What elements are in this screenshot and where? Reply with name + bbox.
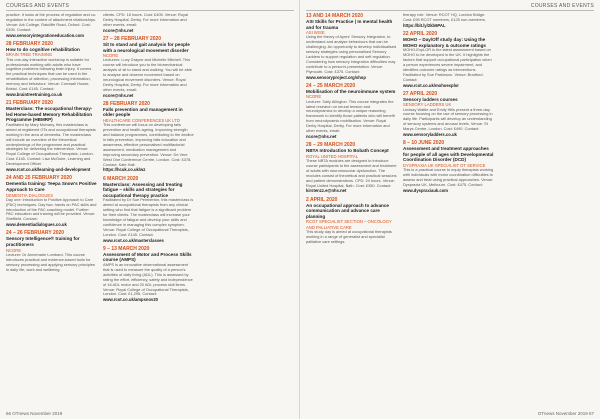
event-date: 9 – 13 MARCH 2020 xyxy=(103,245,150,252)
event-listing xyxy=(103,36,194,98)
event-description: Lecturer: Sally Allington. This course integrates the latest research on neural tension and neurodynamics to develop a unique reasoning framework to identify those patients who will benefit from neurodynamic mobilisation. Venue: Royal Derby Hospital, Derby. For more information and other events, email: xyxy=(306,98,395,134)
event-date: 27 APRIL 2020 xyxy=(403,90,438,97)
event-link[interactable]: www.rcot.co.uk/learning-and-development xyxy=(6,167,91,173)
event-title: How to do cognitive rehabilitation xyxy=(6,46,80,52)
event-listing xyxy=(403,91,494,138)
column-3 xyxy=(306,13,397,403)
event-link[interactable]: www.dyspraxiauk.com xyxy=(403,187,448,193)
event-organiser: ROYAL UNITED HOSPITAL xyxy=(306,153,359,159)
event-description: Lecturer: Dr Annemarie Lombard. This course introduces practical and evidence-based tools for sensory processing and applying sensory principles in daily life, work and wellbeing. xyxy=(6,251,95,272)
event-organiser: DEMENTIA DIALOGUES xyxy=(6,192,54,198)
event-title: Sensory Intelligence® training for practitioners xyxy=(6,236,80,248)
event-description: Facilitated by Dr Sue Pemberton, this masterclass is aimed at occupational therapists from any clinical setting who find that fatigue is a significant problem for their clients. The masterclass will increase your knowledge of fatigue and develop your skills and confidence in managing this complex symptom. Venue: Royal College of Occupational Therapists, London. Cost: £145. Contact: xyxy=(103,197,194,237)
event-description: Lindsay Wattle and Emily Hills present a three-day course focusing on the use of sensory processing in daily life. Participants will develop an understanding of sensory systems and arousal levels. Venue: St Marys Centre, London. Cost: £490. Contact: xyxy=(403,106,493,132)
event-listing xyxy=(103,176,194,243)
event-listing xyxy=(306,83,397,139)
event-link[interactable]: www.sensoryladders.co.uk xyxy=(403,132,457,138)
event-organiser: BRAIN TREE TRAINING xyxy=(6,52,53,58)
event-description: MOHO-ExpLOR is the latest assessment based on MOHO to be developed in the UK. It highlights the factors that support occupational participation when a person experiences severe impairment, and identifies outcome ratings as interventions. Facilitated by Sue Parkinson. Venue: Bradford. Contact: xyxy=(403,47,492,82)
right-page xyxy=(300,0,600,419)
event-date: 8 – 10 JUNE 2020 xyxy=(403,140,445,147)
event-link[interactable]: https://bit.ly/2kb6PAL xyxy=(403,22,446,28)
event-link[interactable]: ncore@nhs.net xyxy=(103,27,134,33)
event-date: 27 – 28 FEBRUARY 2020 xyxy=(103,35,162,42)
event-link[interactable]: ncore@nhs.net xyxy=(306,133,337,139)
event-description: These NBTA modules are designed to introduce course participants to the assessment and treatment of adults with neuromuscular dysfunction. The modules consist of theoretical and practical sessions and patient demonstrations. CPD: 24 hours. Venue: Royal United Hospital, Bath. Cost: £350. Contact: xyxy=(306,157,397,188)
event-date: 21 FEBRUARY 2020 xyxy=(6,100,53,107)
event-description: Facilitated by Mary Mulvany, this masterclass is aimed at registered OTs and occupational therapists working in the area of dementia. The masterclass will include an overview of the theoretical underpinnings of the programme and practical strategies for delivering the intervention. Venue: Royal College of Occupational Therapists, London. Cost: £145. Contact: Lisa McGuire, Learning and Development Officer xyxy=(6,121,96,167)
event-date: 24 – 26 FEBRUARY 2020 xyxy=(6,230,65,237)
event-title: Dementia training: Teepa Snow's Positive Approach to Care xyxy=(6,181,97,192)
event-organiser: DYSPRAXIA UK SPECIALIST OT SERVICE xyxy=(403,163,486,169)
event-title: NBTA Introduction to Bobath Concept xyxy=(306,148,389,154)
event-description: practice. It looks at the process of regulation and co-regulation in the context of attachment relationships. Venue: Ark College, Ratcliffe Road, Oxford. Cost: £395. Contact: xyxy=(6,13,97,32)
running-head-left: COURSES AND EVENTS xyxy=(6,3,70,9)
event-organiser: NCORE xyxy=(103,53,119,59)
event-listing xyxy=(403,140,494,193)
event-description: AMPS is an innovative observational assessment that is used to measure the quality of a person's activities of daily living (ADL). This is assessed by rating the effort, efficiency, safety and independence of 16 ADL motor and 20 ADL process skill items. Venue: Royal College of Occupational Therapists, London. Cost: £1,295. Contact: xyxy=(103,262,193,297)
event-date: 24 AND 25 FEBRUARY 2020 xyxy=(6,175,72,182)
event-listing xyxy=(6,100,97,172)
event-listing xyxy=(403,31,494,88)
event-description: therapy role. Venue: RCOT HQ, London Bridge. Cost: £95 RCOT members, £125 non-members. xyxy=(403,13,486,22)
event-link[interactable]: ncore@nhs.net xyxy=(103,92,134,98)
event-date: 28 – 29 MARCH 2020 xyxy=(306,142,356,149)
event-title: ASI Skills for Practice | In mental health and for trauma xyxy=(306,19,393,30)
event-organiser: HEALTHCARE CONFERENCES UK LTD xyxy=(103,118,180,124)
event-listing xyxy=(6,230,97,272)
event-link[interactable]: www.braintreetraining.co.uk xyxy=(6,91,63,97)
event-description: This study day is aimed at occupational therapists working in a range of generalist and specialist palliative care settings. xyxy=(306,228,392,244)
event-link[interactable]: www.rcot.co.uk/mohoexplor xyxy=(403,82,459,88)
event-listing xyxy=(103,13,194,33)
event-date: 6 MARCH 2020 xyxy=(103,175,139,182)
event-date: 24 – 25 MARCH 2020 xyxy=(306,82,356,89)
event-description: Lecturers: Lucy Grayne and Michelle Mitchell. This course will introduce you to the biomechanical analysis of sit to stand and walking. You will be able to analyse and observe movement based on neurological movement disorders. Venue: Royal Derby Hospital, Derby. For more information and other events, email: xyxy=(103,57,192,92)
event-link[interactable]: kirstenzz.e@nhs.net xyxy=(306,188,347,194)
event-organiser: NCORE xyxy=(306,94,322,100)
event-description: clients. CPD: 16 hours. Cost: £405. Venue: Royal Derby Hospital, Derby. For more information and other events, email: xyxy=(103,13,188,27)
event-title: Sensory ladders courses xyxy=(403,96,458,102)
event-listing xyxy=(6,41,97,97)
event-listing xyxy=(103,246,194,303)
event-date: 22 APRIL 2020 xyxy=(403,31,438,38)
event-title: Falls prevention and management in older people xyxy=(103,106,183,118)
event-description: Using the theory of Ayres' Sensory Integration, to understand and analyse behaviours that can be challenging. An opportunity to develop individualised sensory strategies using personalised Sensory Ladders to support regulation and self-regulation. Considering how sensory integration difficulties may contribute to a person's presentation. Venue: Plymouth. Cost: £375. Contact: xyxy=(306,34,397,74)
event-date: 2 APRIL 2020 xyxy=(306,196,338,203)
event-title: Mobilisation of the neuroimmune system xyxy=(306,88,396,94)
event-link[interactable]: www.rcot.co.uk/masterclasses xyxy=(103,237,164,243)
event-link[interactable]: www.sensoryintegrationeducation.com xyxy=(6,32,85,38)
column-2 xyxy=(103,13,194,403)
event-title: An occupational approach to advance communication and advance care planning xyxy=(306,202,389,219)
event-title: Masterclass: The occupational therapy-led Home-based Memory Rehabilitation Programme (HBMRP) xyxy=(6,106,93,123)
event-description: This is a practical course to equip therapists working with individuals with motor coordination difficulties to assess and treat using practical approaches. Venue: Dyspraxia UK, Melbourn. Cost: £475. Contact: xyxy=(403,167,494,187)
event-listing xyxy=(306,13,397,80)
header-rule-right xyxy=(306,10,594,11)
event-link[interactable]: www.sensoryproject.org/shop xyxy=(306,74,366,80)
event-title: Sit to stand and gait analysis for people with a neurological movement disorder xyxy=(103,41,190,53)
event-date: 28 FEBRUARY 2020 xyxy=(103,100,150,107)
event-title: MOHO – Day/Off study day: Using the MOHO explanatory & outcome ratings xyxy=(403,37,486,48)
column-1 xyxy=(6,13,97,403)
event-organiser: SENSORY LADDERS UK xyxy=(403,102,452,108)
event-title: Masterclass: Assessing and treating fatigue – skills and strategies for occupational therapy practice xyxy=(103,181,183,198)
event-listing xyxy=(306,197,397,245)
event-listing xyxy=(403,13,494,28)
column-4 xyxy=(403,13,494,403)
event-description: This one-day interactive workshop is suitable for professionals working with adults who have cognitive problems following brain injury. It covers the practical techniques that can be used in the rehabilitation of attention, processing information, memory and behaviour. Venue: Cornwall House, Bristol. Cost: £145. Contact: xyxy=(6,56,92,92)
running-head-right: COURSES AND EVENTS xyxy=(530,3,594,9)
event-date: 28 FEBRUARY 2020 xyxy=(6,40,53,47)
event-description: Day one: introduction to Positive Approach to Care (PAC) techniques. Day two: hands on PAC skills and introduction of the PAC coaching model. Further PAC education and training will be provided. Venue: Sheffield. Contact: xyxy=(6,196,97,222)
event-organiser: ASI WISE xyxy=(306,30,325,36)
event-listing xyxy=(6,13,97,38)
event-organiser: RCOT SPECIALIST SECTION – ONCOLOGY AND PALLIATIVE CARE xyxy=(306,219,392,230)
header-rule-left xyxy=(6,10,294,11)
event-listing xyxy=(103,101,194,173)
event-organiser: NCORE xyxy=(6,247,22,253)
event-listing xyxy=(306,142,397,193)
event-listing xyxy=(6,175,97,227)
event-title: Assessment and treatment approaches for people of all ages with Developmental Coordination Disorder (DCD) xyxy=(403,146,494,163)
event-date: 13 AND 14 MARCH 2020 xyxy=(306,13,364,19)
event-description: This conference will focus on developing falls prevention and health ageing. Improving strength and balance programmes, contributing to the decline in falls prevention, improving falls education and awareness, effective personalised multifactorial assessment, medication management and improving secondary prevention. Venue: De Vere West One Conference Centre, London. Cost: £378. Contact: Kate Hall: xyxy=(103,122,194,167)
event-title: Assessment of Motor and Process Skills course (AMPS) xyxy=(103,251,192,263)
event-link[interactable]: www.rcot.co.uk/ampsnov20 xyxy=(103,297,158,303)
event-link[interactable]: https://hcuk.co.uk/wz xyxy=(103,167,146,173)
folio-left: 66 OTnews November 2019 xyxy=(6,411,63,416)
folio-right: OTnews November 2019 67 xyxy=(537,411,594,416)
event-link[interactable]: www.dementiadialogues.co.uk xyxy=(6,222,67,228)
